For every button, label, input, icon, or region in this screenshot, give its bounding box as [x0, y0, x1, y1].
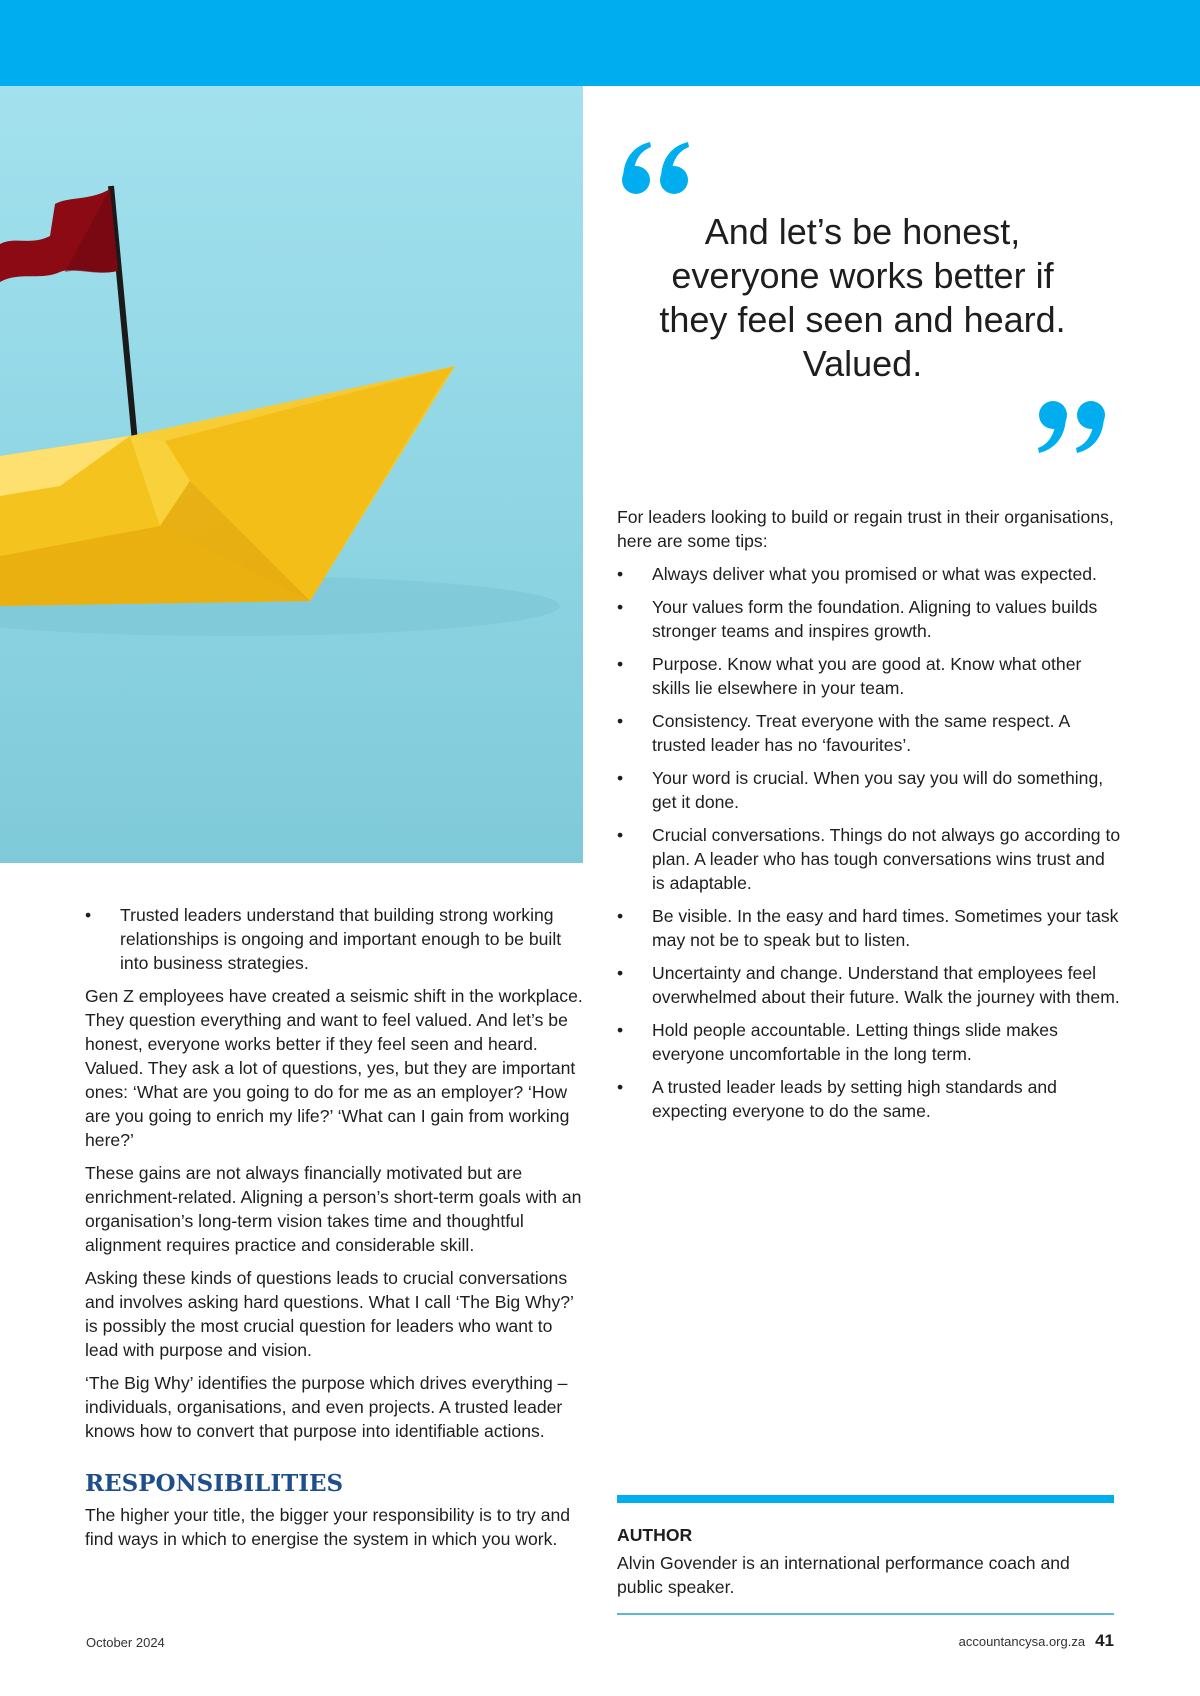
- close-quote-icon: [1035, 395, 1107, 455]
- list-item: • Trusted leaders understand that building strong working relationships is ongoing and important enough to be built into business strategies.: [85, 903, 590, 975]
- page-number: 41: [1095, 1631, 1114, 1650]
- pull-quote: [610, 140, 1130, 460]
- body-paragraph: Gen Z employees have created a seismic shift in the workplace. They question everything and want to feel valued. And let’s be honest, everyone works better if they feel seen and heard. Valued. They ask a lot of questions, yes, but they are important ones: ‘What are you going to do for me as an employer? ‘How are you going to enrich my life?’ ‘What can I gain from working here?’: [85, 986, 583, 1150]
- author-top-rule: [617, 1495, 1114, 1503]
- list-item: • Purpose. Know what you are good at. Know what other skills lie elsewhere in your team.: [617, 652, 1122, 700]
- section-heading-responsibilities: RESPONSIBILITIES: [85, 1470, 344, 1497]
- left-bullet-list: [85, 903, 590, 975]
- author-bottom-rule: [617, 1613, 1114, 1615]
- footer-website-link[interactable]: accountancysa.org.za: [958, 1634, 1086, 1649]
- body-paragraph: The higher your title, the bigger your responsibility is to try and find ways in which to energise the system in which you work.: [85, 1505, 571, 1549]
- list-item: • A trusted leader leads by setting high standards and expecting everyone to do the same.: [617, 1075, 1122, 1123]
- author-bio: Alvin Govender is an international performance coach and public speaker.: [617, 1553, 1070, 1597]
- author-box: [617, 1495, 1114, 1615]
- paper-boat-illustration: [0, 86, 583, 863]
- tips-intro: For leaders looking to build or regain trust in their organisations, here are some tips:: [617, 507, 1114, 551]
- author-heading: AUTHOR: [617, 1525, 693, 1545]
- left-column: [85, 903, 590, 1560]
- right-column: [617, 505, 1122, 1132]
- list-item: • Uncertainty and change. Understand that employees feel overwhelmed about their future. Walk the journey with them.: [617, 961, 1122, 1009]
- pull-quote-text: And let’s be honest, everyone works better if they feel seen and heard. Valued.: [659, 211, 1066, 384]
- hero-image: [0, 86, 583, 863]
- list-item: • Crucial conversations. Things do not always go according to plan. A leader who has tough conversations wins trust and is adaptable.: [617, 823, 1122, 895]
- body-paragraph: ‘The Big Why’ identifies the purpose which drives everything – individuals, organisations, and even projects. A trusted leader knows how to convert that purpose into identifiable actions.: [85, 1373, 568, 1441]
- list-item: • Hold people accountable. Letting things slide makes everyone uncomfortable in the long term.: [617, 1018, 1122, 1066]
- tips-list: [617, 562, 1122, 1123]
- list-item: • Consistency. Treat everyone with the same respect. A trusted leader has no ‘favourites’.: [617, 709, 1122, 757]
- footer-right: [959, 1631, 1114, 1651]
- body-paragraph: Asking these kinds of questions leads to crucial conversations and involves asking hard questions. What I call ‘The Big Why?’ is possibly the most crucial question for leaders who want to lead with purpose and vision.: [85, 1268, 574, 1360]
- list-item: • Be visible. In the easy and hard times. Sometimes your task may not be to speak but to listen.: [617, 904, 1122, 952]
- list-item: • Your word is crucial. When you say you will do something, get it done.: [617, 766, 1122, 814]
- open-quote-icon: [620, 140, 692, 200]
- footer-date: October 2024: [86, 1635, 165, 1650]
- body-paragraph: These gains are not always financially motivated but are enrichment-related. Aligning a person’s short-term goals with an organisation’s long-term vision takes time and thoughtful alignment requires practice and considerable skill.: [85, 1163, 582, 1255]
- list-item: • Your values form the foundation. Aligning to values builds stronger teams and inspires growth.: [617, 595, 1122, 643]
- top-banner: [0, 0, 1200, 86]
- list-item: • Always deliver what you promised or what was expected.: [617, 562, 1122, 586]
